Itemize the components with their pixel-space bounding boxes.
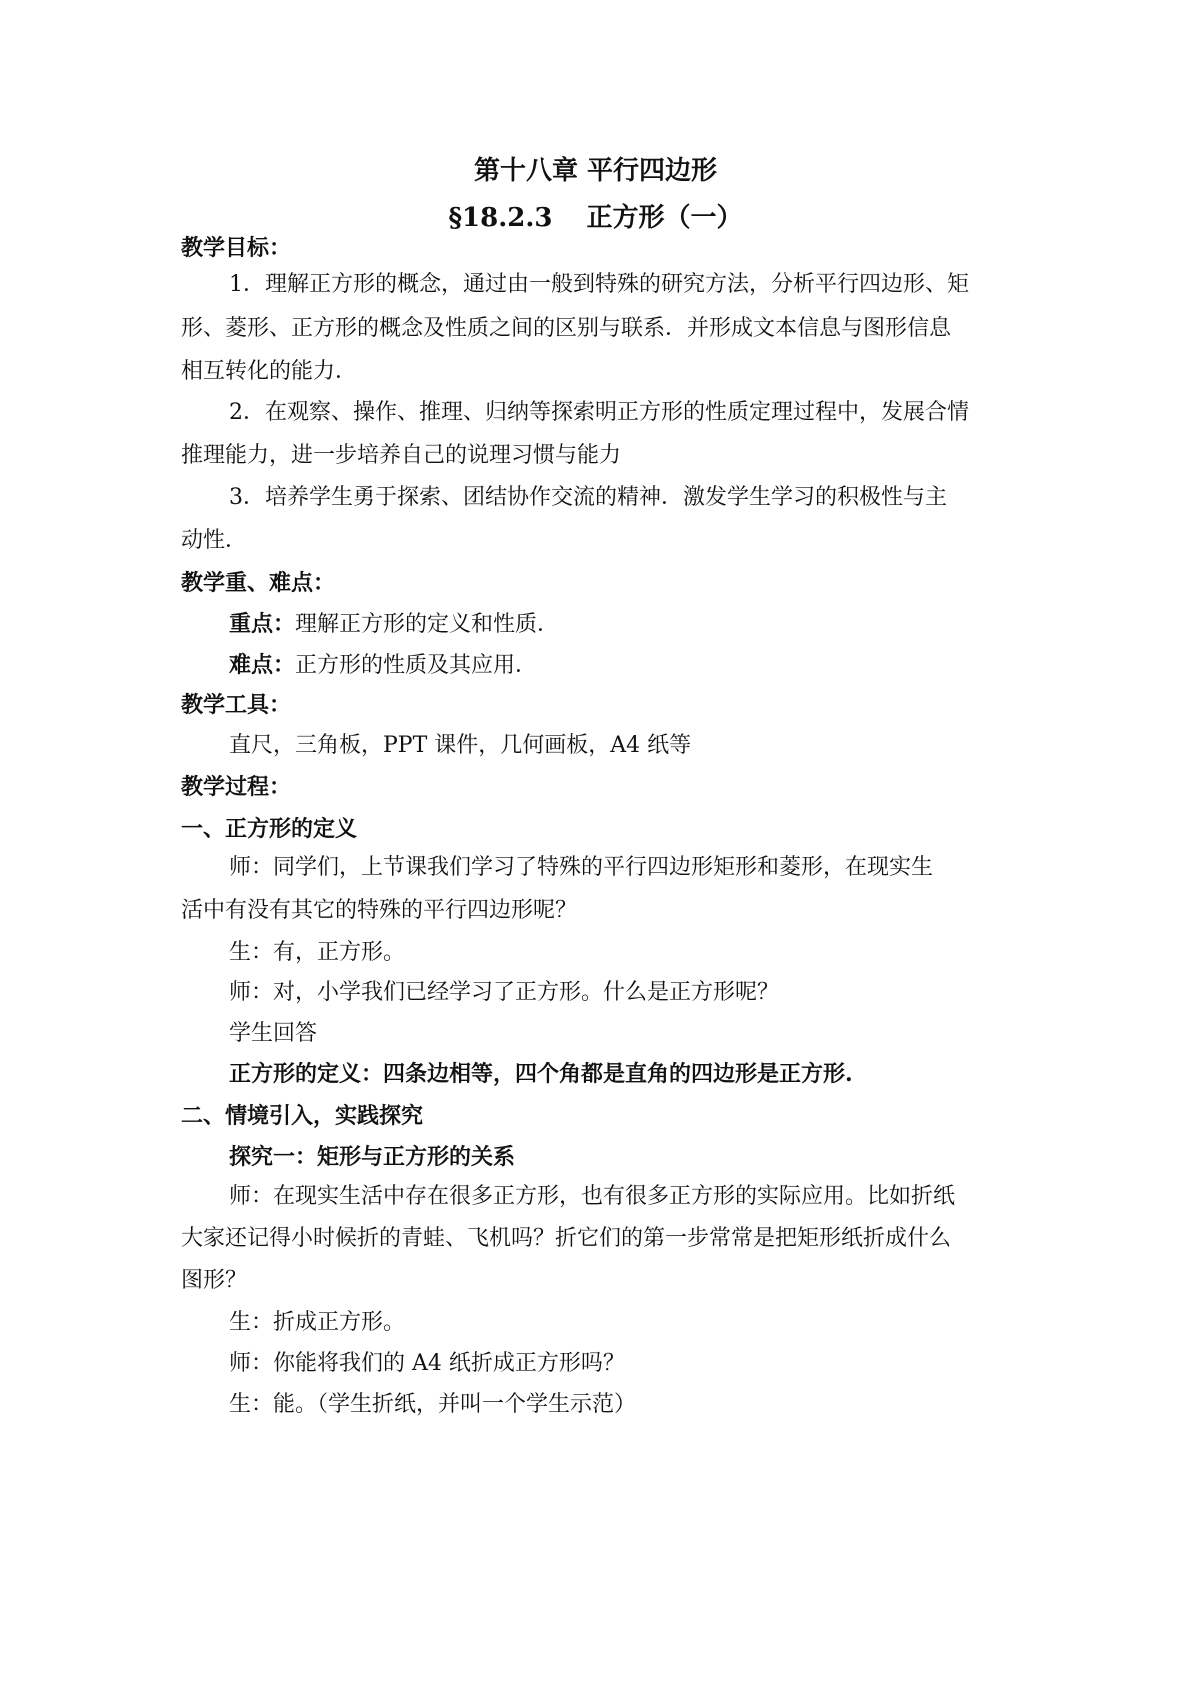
section-heading-inquiry: 二、情境引入，实践探究 [181, 1103, 424, 1129]
paragraph-line: 2．在观察、操作、推理、归纳等探索明正方形的性质定理过程中，发展合情 [229, 400, 969, 425]
tools-line: 直尺，三角板，PPT 课件，几何画板，A4 纸等 [229, 733, 692, 758]
heading-process: 教学过程： [181, 774, 292, 800]
dialogue-line: 大家还记得小时候折的青蛙、飞机吗？折它们的第一步常常是把矩形纸折成什么 [181, 1226, 952, 1251]
paragraph-line: 相互转化的能力． [181, 359, 358, 384]
dialogue-line: 师：同学们，上节课我们学习了特殊的平行四边形矩形和菱形，在现实生 [229, 855, 934, 880]
dialogue-line: 活中有没有其它的特殊的平行四边形呢？ [181, 898, 578, 923]
paragraph-line: 推理能力，进一步培养自己的说理习惯与能力 [181, 443, 622, 468]
definition-statement: 正方形的定义：四条边相等，四个角都是直角的四边形是正方形. [229, 1061, 853, 1087]
dialogue-line: 生：折成正方形。 [229, 1310, 406, 1335]
heading-key-points: 教学重、难点： [181, 570, 336, 596]
paragraph-line: 动性． [181, 528, 248, 553]
dialogue-line: 师：你能将我们的 A4 纸折成正方形吗？ [229, 1351, 625, 1376]
heading-objectives: 教学目标： [181, 235, 292, 261]
key-point-text: 理解正方形的定义和性质． [295, 612, 560, 637]
key-point-label: 重点： [229, 611, 296, 637]
dialogue-line: 学生回答 [229, 1021, 318, 1046]
paragraph-line: 1．理解正方形的概念，通过由一般到特殊的研究方法，分析平行四边形、矩 [229, 272, 969, 297]
paragraph-line: 形、菱形、正方形的概念及性质之间的区别与联系．并形成文本信息与图形信息 [181, 316, 952, 341]
dialogue-line: 生：有，正方形。 [229, 940, 406, 965]
section-heading-definition: 一、正方形的定义 [181, 816, 358, 842]
dialogue-line: 师：对，小学我们已经学习了正方形。什么是正方形呢？ [229, 980, 780, 1005]
subheading-inquiry-one: 探究一：矩形与正方形的关系 [229, 1144, 516, 1170]
dialogue-line: 师：在现实生活中存在很多正方形，也有很多正方形的实际应用。比如折纸 [229, 1184, 956, 1209]
section-title: 正方形（一） [586, 203, 743, 233]
difficulty-label: 难点： [229, 652, 296, 678]
difficulty-text: 正方形的性质及其应用． [295, 653, 538, 678]
dialogue-line: 图形？ [181, 1268, 248, 1293]
chapter-title: 第十八章 平行四边形 [473, 156, 718, 186]
key-point-line [229, 609, 559, 640]
dialogue-line: 生：能。（学生折纸，并叫一个学生示范） [229, 1392, 637, 1417]
section-number: §18.2.3 [448, 203, 553, 233]
difficulty-line [229, 650, 537, 681]
heading-tools: 教学工具： [181, 692, 292, 718]
paragraph-line: 3．培养学生勇于探索、团结协作交流的精神．激发学生学习的积极性与主 [229, 485, 947, 510]
section-heading [0, 202, 1191, 234]
